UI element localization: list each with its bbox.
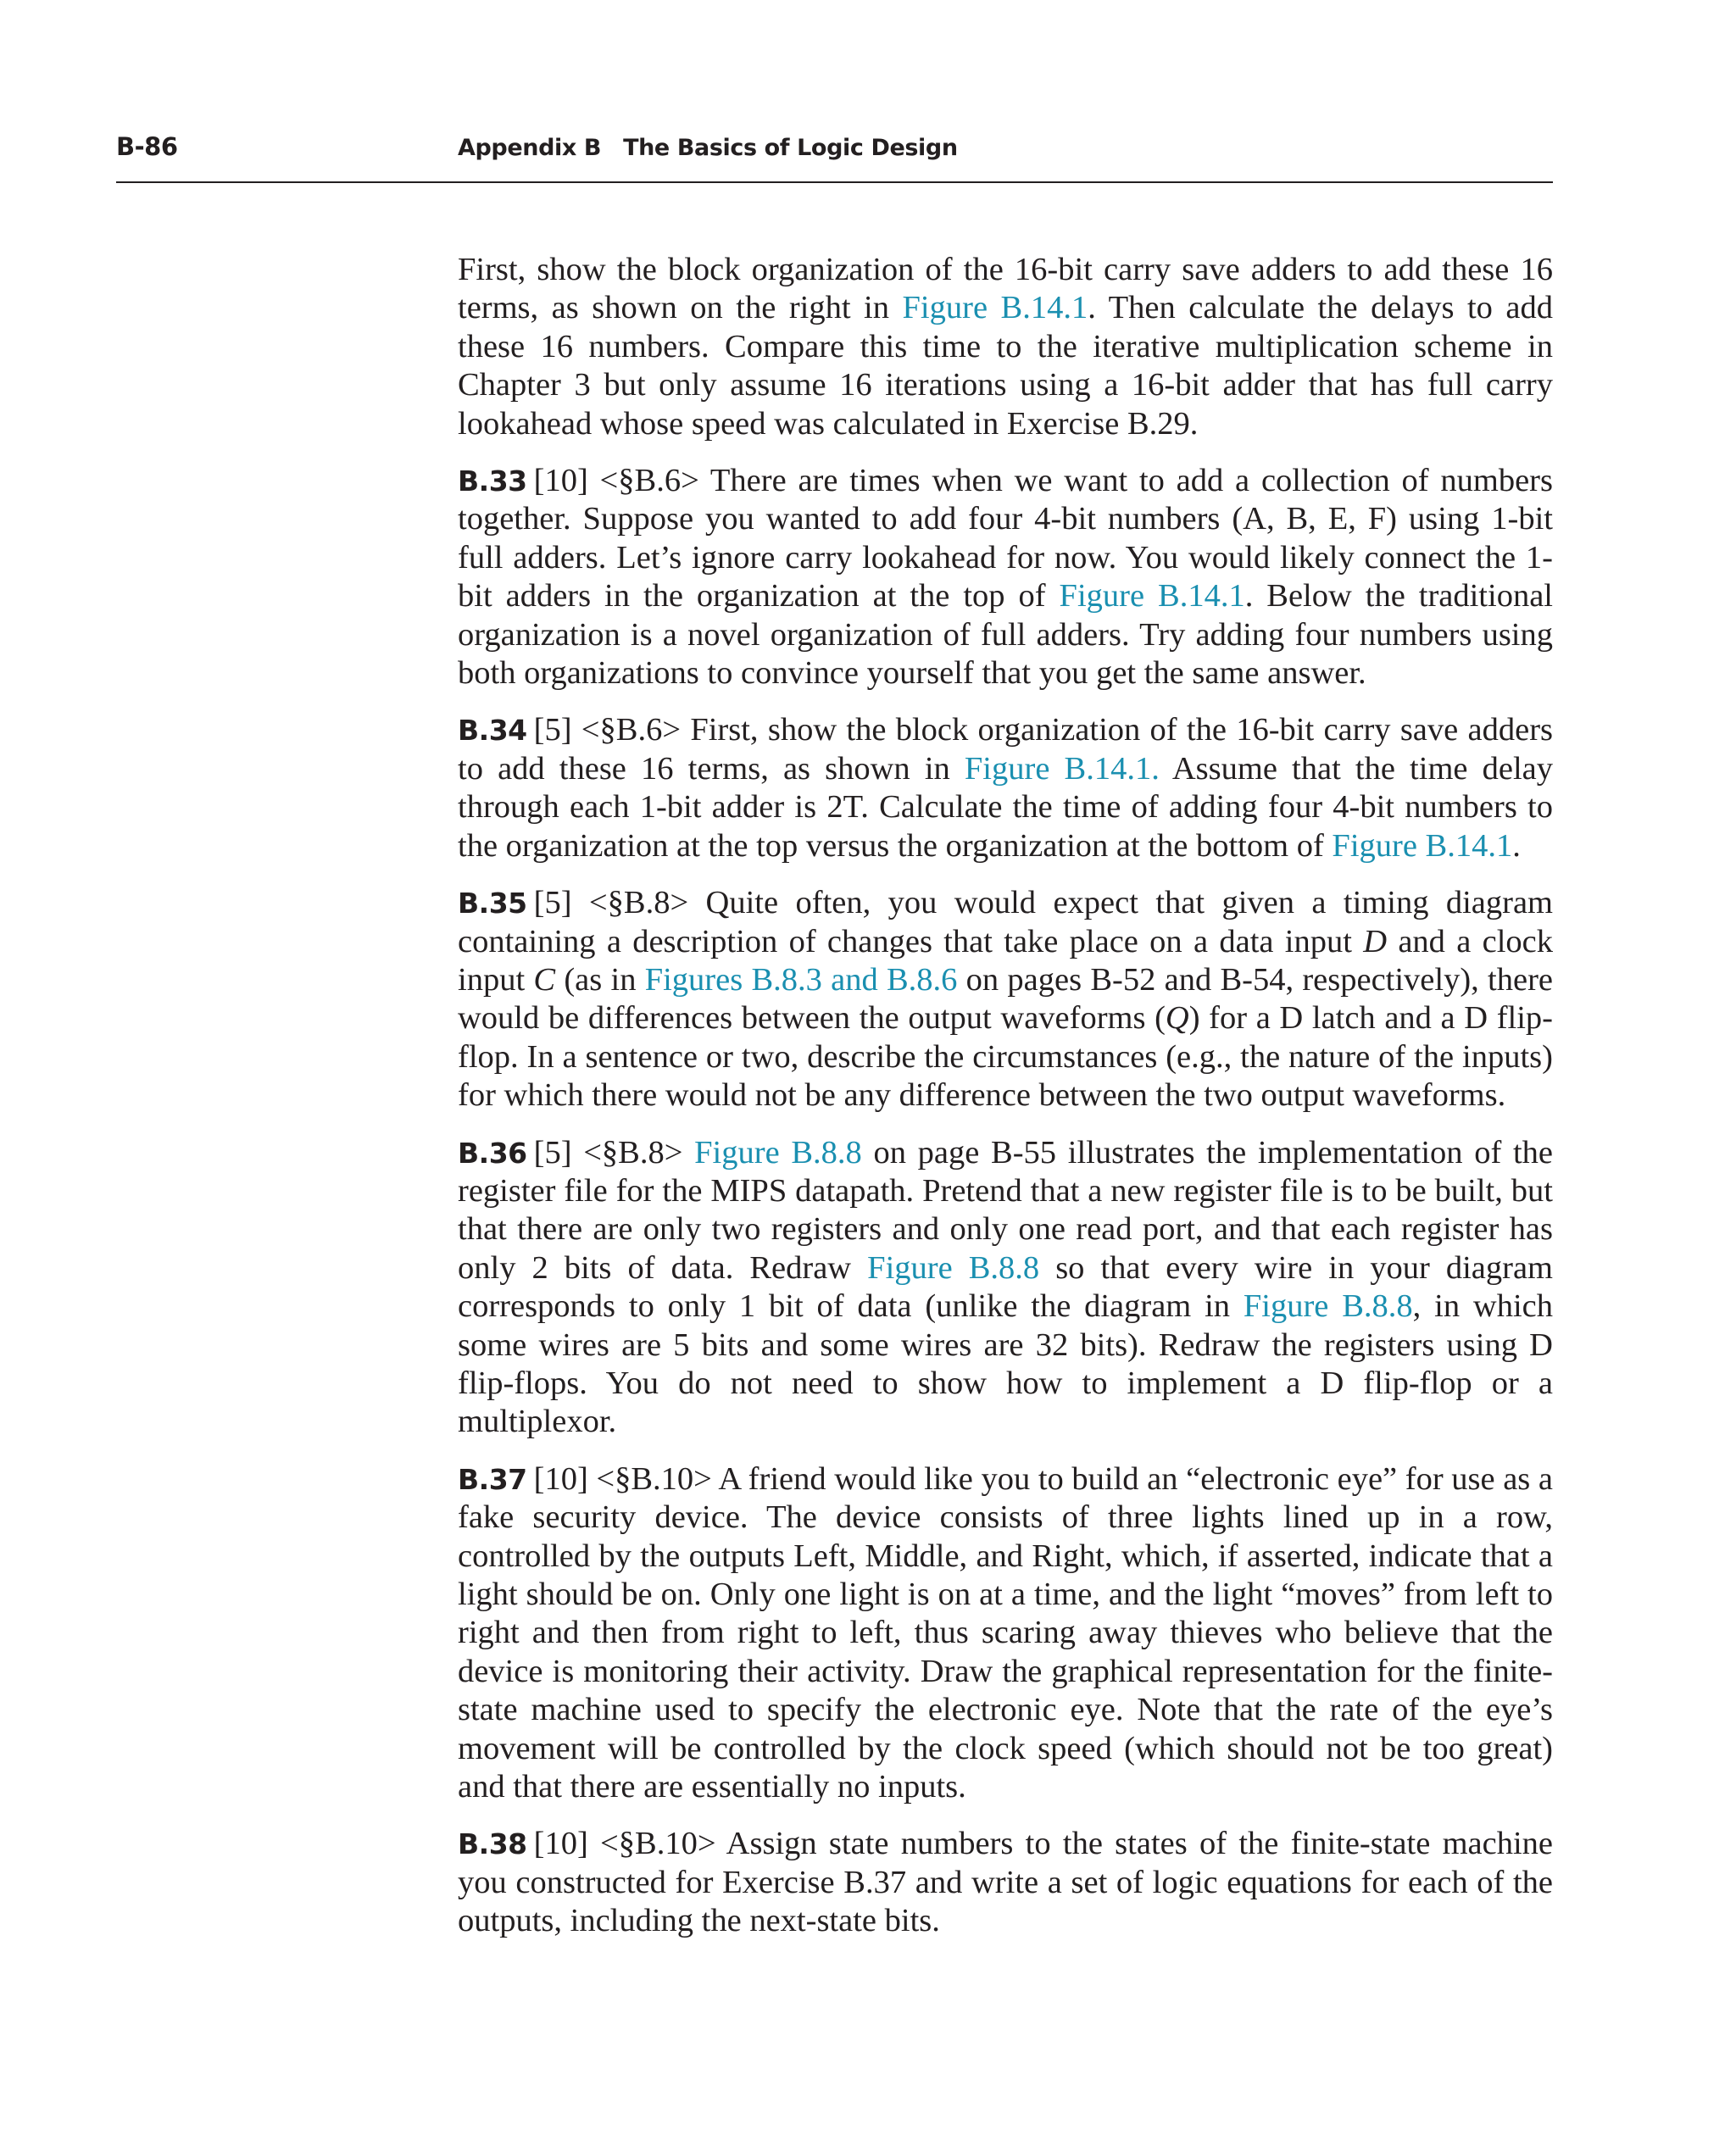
exercise-text: on pages B-52 and B-54, respectively), there would be differences between the output waveforms ( (458, 961, 1553, 1037)
italic-variable: C (533, 961, 556, 998)
figure-link[interactable]: Figure B.8.8 (694, 1134, 862, 1171)
page-header (116, 129, 1553, 183)
exercise-text: [10] <§B.10> A friend would like you to build an “electronic eye” for use as a fake security device. The device consists of three lights lined up in a row, controlled by the outputs Left, Middle, and Right, which, if asserted, indicate that a light should be on. Only one light is on at a time, and the light “moves” from left to right and then from right to left, thus scaring away thieves who believe that the device is monitoring their activity. Draw the graphical representation for the finite-state machine used to specify the electronic eye. Note that the rate of the eye’s movement will be controlled by the clock speed (which should not be too great) and that there are essentially no inputs. (458, 1460, 1553, 1805)
exercise-number: B.33 (458, 464, 527, 498)
figure-link[interactable]: Figure B.14.1 (1059, 578, 1245, 614)
exercise-text: [10] <§B.6> There are times when we want to add a collection of numbers together. Suppose you wanted to add four 4-bit numbers (A, B, E, F) using 1-bit full adders. Let’s ignore carry lookahead for now. You would likely connect the 1-bit adders in the organization at the top of (458, 463, 1553, 614)
exercise-number: B.35 (458, 887, 527, 920)
exercise-b37 (458, 1460, 1553, 1807)
exercise-b34 (458, 711, 1553, 865)
page-body (458, 251, 1553, 1960)
exercise-number: B.34 (458, 714, 527, 748)
figure-link[interactable]: Figure B.8.8 (867, 1249, 1040, 1286)
figure-link[interactable]: Figure B.14.1 (1332, 827, 1513, 864)
chapter-title: The Basics of Logic Design (623, 135, 958, 161)
exercise-text: ) for a D latch and a D flip-flop. In a sentence or two, describe the circumstances (e.g., the nature of the inputs) for which there would not be any difference between the two output waveforms. (458, 1000, 1553, 1114)
exercise-text: (as in (555, 961, 645, 998)
figure-link[interactable]: Figure B.14.1 (902, 290, 1088, 326)
intro-text: . Then calculate the delays to add these 16 numbers. Compare this time to the iterative multiplication scheme in Chapter 3 but only assume 16 iterations using a 16-bit adder that has full carry lookahead whose speed was calculated in Exercise B.29. (458, 290, 1553, 442)
page-number: B-86 (116, 132, 178, 161)
exercise-text: . (1512, 827, 1521, 864)
exercise-b33 (458, 462, 1553, 692)
italic-variable: D (1363, 923, 1388, 959)
exercise-b36 (458, 1134, 1553, 1442)
exercise-text: , in which some wires are 5 bits and some wires are 32 bits). Redraw the registers using D flip-flops. You do not need to show how to implement a D flip-flop or a multiplexor. (458, 1288, 1554, 1440)
exercise-b38 (458, 1825, 1553, 1940)
exercise-number: B.36 (458, 1136, 527, 1170)
exercise-b35 (458, 884, 1553, 1115)
exercise-text: Assume that the time delay through each 1-bit adder is 2T. Calculate the time of adding four 4-bit numbers to the organization at the top versus the organization at the bottom of (458, 750, 1553, 864)
exercise-text: on page B-55 illustrates the implementation of the register file for the MIPS datapath. Pretend that a new register file is to be built, but that there are only two registers and only one read port, and that each register has only 2 bits of data. Redraw (458, 1134, 1554, 1286)
exercise-text: [5] <§B.6> First, show the block organization of the 16-bit carry save adders to add these 16 terms, as shown in (458, 712, 1553, 787)
figure-link[interactable]: Figure B.14.1. (964, 750, 1160, 787)
exercise-text: [10] <§B.10> Assign state numbers to the states of the finite-state machine you constructed for Exercise B.37 and write a set of logic equations for each of the outputs, including the next-state bits. (458, 1826, 1553, 1939)
running-head (458, 135, 958, 161)
intro-text: First, show the block organization of the 16-bit carry save adders to add these 16 terms, as shown on the right in (458, 252, 1553, 326)
figure-link[interactable]: Figures B.8.3 and B.8.6 (644, 961, 958, 998)
italic-variable: Q (1165, 1000, 1189, 1037)
exercise-text: and a clock input (458, 923, 1553, 998)
exercise-text: . Below the traditional organization is a novel organization of full adders. Try adding four numbers using both organizations to convince yourself that you get the same answer. (458, 578, 1553, 692)
exercise-text: [5] <§B.8> Quite often, you would expect that given a timing diagram containing a description of changes that take place on a data input (458, 885, 1553, 959)
appendix-label: Appendix B (458, 135, 602, 161)
exercise-text: so that every wire in your diagram corresponds to only 1 bit of data (unlike the diagram in (458, 1249, 1554, 1325)
exercise-number: B.38 (458, 1827, 527, 1861)
exercise-number: B.37 (458, 1462, 527, 1496)
figure-link[interactable]: Figure B.8.8 (1243, 1288, 1413, 1325)
intro-paragraph (458, 251, 1553, 443)
exercise-text: [5] <§B.8> (533, 1134, 695, 1171)
